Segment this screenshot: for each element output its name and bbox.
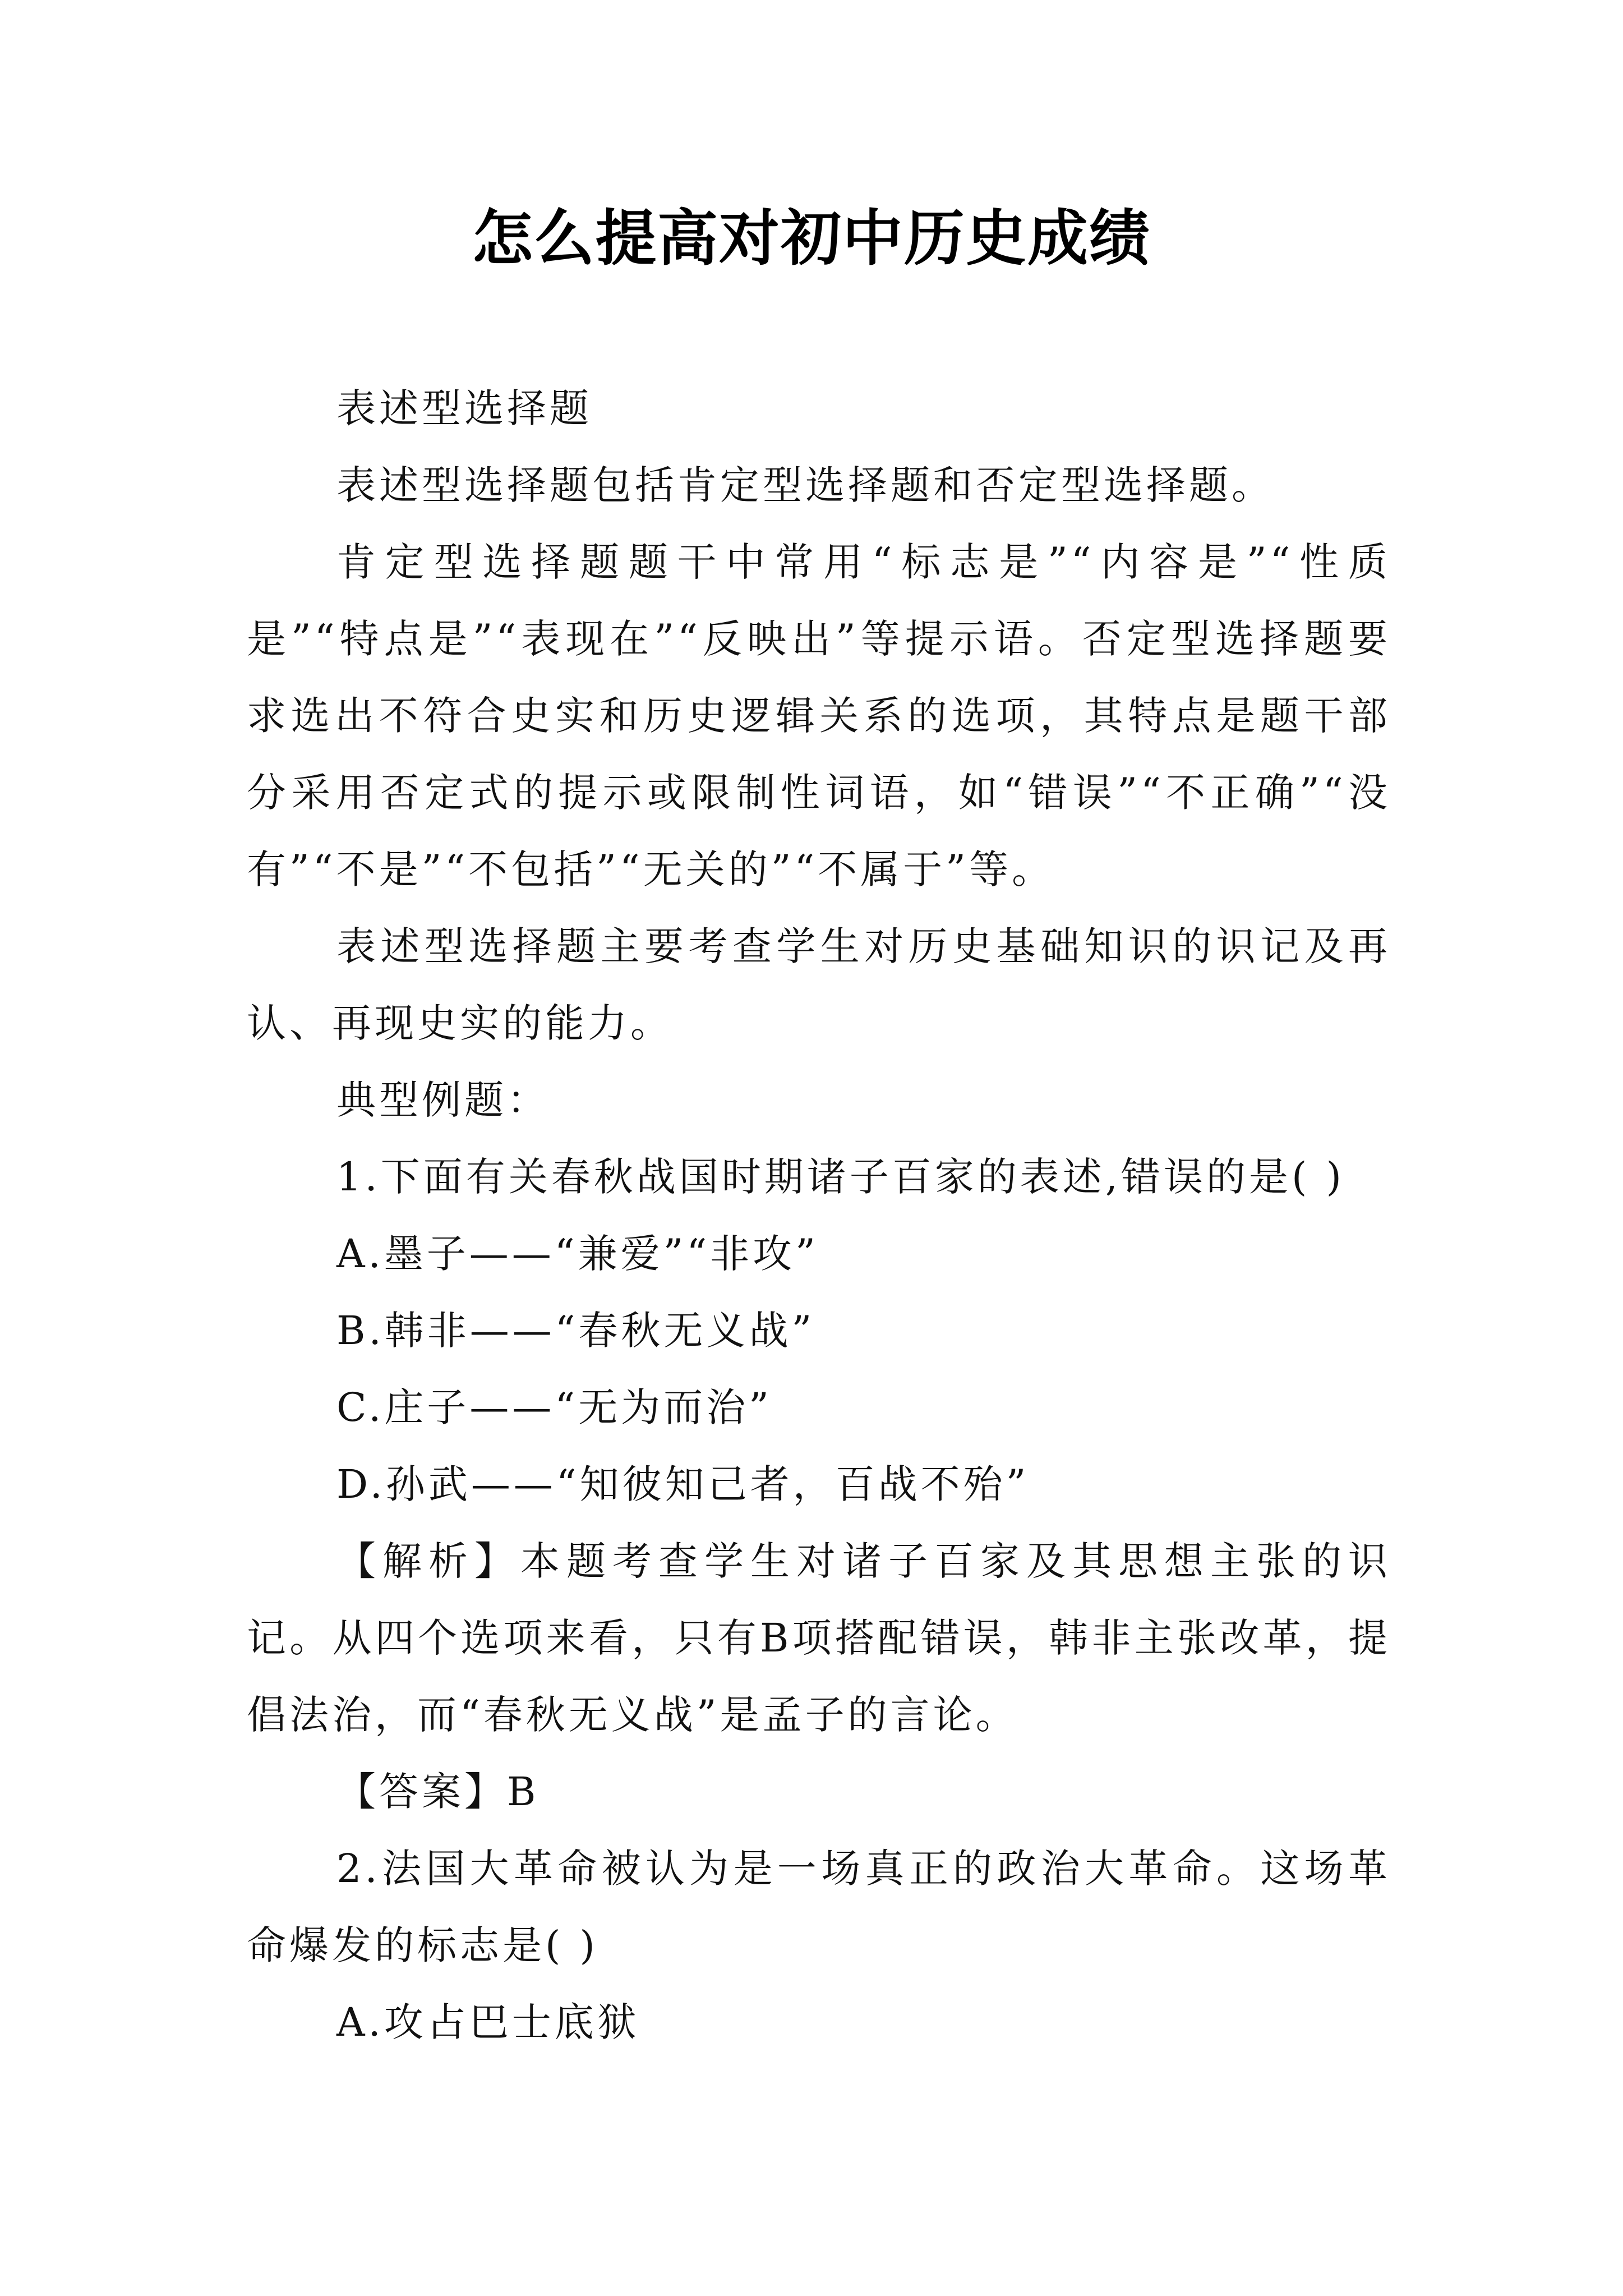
question-1-option-d: D.孙武——“知彼知己者，百战不殆” bbox=[336, 1461, 1030, 1507]
question-1-option-b: B.韩非——“春秋无义战” bbox=[336, 1308, 815, 1354]
question-1: 1.下面有关春秋战国时期诸子百家的表述,错误的是( ) bbox=[336, 1154, 1345, 1200]
paragraph-examples-heading: 典型例题： bbox=[336, 1077, 550, 1123]
paragraph-definitions: 肯定型选择题题干中常用“标志是”“内容是”“性质是”“特点是”“表现在”“反映出”等提示语。否定型选择题要求选出不符合史实和历史逻辑关系的选项，其特点是题干部分采用否定式的提示或限制性词语，如“错误”“不正确”“没有”“不是”“不包括”“无关的”“不属于”等。 bbox=[247, 539, 1391, 892]
question-1-option-a: A.墨子——“兼爱”“非攻” bbox=[336, 1231, 819, 1277]
paragraph-section-heading: 表述型选择题 bbox=[336, 385, 592, 431]
document-title: 怎么提高对初中历史成绩 bbox=[472, 203, 1151, 274]
question-1-analysis: 【解析】本题考查学生对诸子百家及其思想主张的识记。从四个选项来看，只有B项搭配错误，韩非主张改革，提倡法治，而“春秋无义战”是孟子的言论。 bbox=[247, 1538, 1391, 1738]
question-1-answer: 【答案】B bbox=[336, 1769, 540, 1815]
paragraph-intro: 表述型选择题包括肯定型选择题和否定型选择题。 bbox=[336, 462, 1274, 508]
question-2-option-a: A.攻占巴士底狱 bbox=[336, 1999, 640, 2045]
question-1-option-c: C.庄子——“无为而治” bbox=[336, 1384, 772, 1430]
paragraph-ability: 表述型选择题主要考查学生对历史基础知识的识记及再认、再现史实的能力。 bbox=[247, 923, 1391, 1046]
document-body bbox=[247, 370, 1391, 2061]
question-2: 2.法国大革命被认为是一场真正的政治大革命。这场革命爆发的标志是( ) bbox=[247, 1846, 1391, 1968]
